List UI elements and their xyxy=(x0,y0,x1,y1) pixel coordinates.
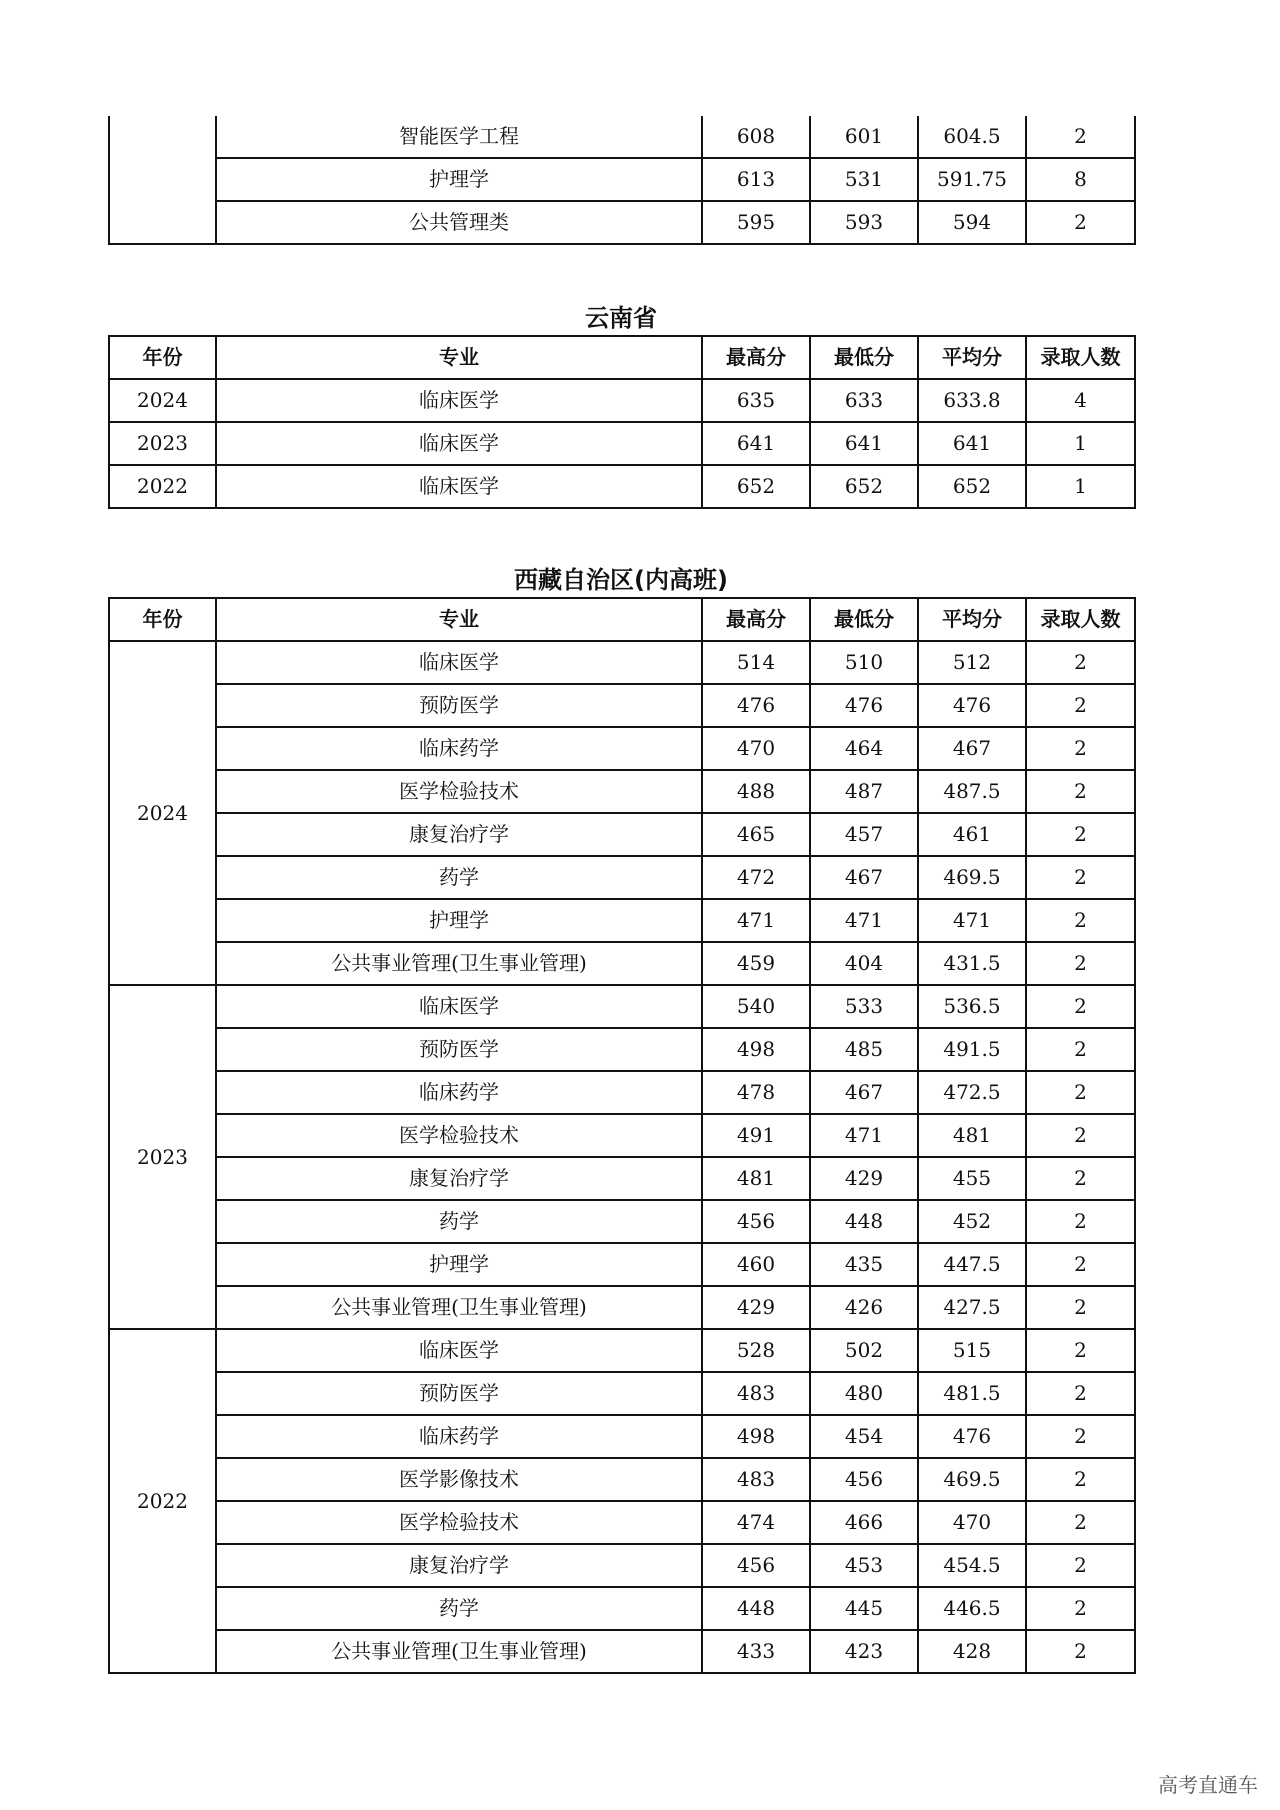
yunnan-table xyxy=(108,335,1136,509)
avg-score-cell: 454.5 xyxy=(918,1544,1026,1587)
min-score-cell: 593 xyxy=(810,201,918,244)
year-cell: 2024 xyxy=(109,379,216,422)
min-score-cell: 466 xyxy=(810,1501,918,1544)
major-cell: 药学 xyxy=(216,1587,702,1630)
max-score-cell: 488 xyxy=(702,770,810,813)
avg-score-cell: 491.5 xyxy=(918,1028,1026,1071)
max-score-cell: 491 xyxy=(702,1114,810,1157)
table-row xyxy=(109,1415,1135,1458)
table-row xyxy=(109,770,1135,813)
admitted-count-cell: 2 xyxy=(1026,942,1135,985)
continuation-body xyxy=(109,116,1135,244)
admitted-count-cell: 2 xyxy=(1026,813,1135,856)
admitted-count-cell: 2 xyxy=(1026,1157,1135,1200)
major-cell: 公共事业管理(卫生事业管理) xyxy=(216,1286,702,1329)
avg-score-cell: 455 xyxy=(918,1157,1026,1200)
admitted-count-cell: 2 xyxy=(1026,1544,1135,1587)
table-row xyxy=(109,1243,1135,1286)
min-score-cell: 487 xyxy=(810,770,918,813)
max-score-cell: 456 xyxy=(702,1544,810,1587)
avg-score-cell: 427.5 xyxy=(918,1286,1026,1329)
table-row xyxy=(109,1458,1135,1501)
max-score-cell: 456 xyxy=(702,1200,810,1243)
avg-score-cell: 591.75 xyxy=(918,158,1026,201)
min-score-cell: 423 xyxy=(810,1630,918,1673)
min-score-cell: 445 xyxy=(810,1587,918,1630)
header-row xyxy=(109,598,1135,641)
avg-score-cell: 515 xyxy=(918,1329,1026,1372)
table-row xyxy=(109,1544,1135,1587)
min-score-cell: 426 xyxy=(810,1286,918,1329)
avg-score-cell: 633.8 xyxy=(918,379,1026,422)
avg-score-cell: 470 xyxy=(918,1501,1026,1544)
admitted-count-cell: 2 xyxy=(1026,684,1135,727)
min-score-cell: 456 xyxy=(810,1458,918,1501)
admitted-count-cell: 2 xyxy=(1026,1587,1135,1630)
table-row xyxy=(109,465,1135,508)
max-score-cell: 459 xyxy=(702,942,810,985)
admitted-count-cell: 2 xyxy=(1026,116,1135,158)
max-score-cell: 433 xyxy=(702,1630,810,1673)
min-score-cell: 502 xyxy=(810,1329,918,1372)
max-score-cell: 474 xyxy=(702,1501,810,1544)
major-cell: 药学 xyxy=(216,856,702,899)
admitted-count-cell: 2 xyxy=(1026,1329,1135,1372)
max-score-cell: 478 xyxy=(702,1071,810,1114)
min-score-cell: 457 xyxy=(810,813,918,856)
min-score-cell: 471 xyxy=(810,1114,918,1157)
major-cell: 临床医学 xyxy=(216,641,702,684)
max-score-cell: 476 xyxy=(702,684,810,727)
min-score-cell: 467 xyxy=(810,1071,918,1114)
table-row xyxy=(109,1501,1135,1544)
max-score-cell: 514 xyxy=(702,641,810,684)
min-score-cell: 429 xyxy=(810,1157,918,1200)
max-score-cell: 635 xyxy=(702,379,810,422)
admitted-count-cell: 1 xyxy=(1026,422,1135,465)
avg-score-cell: 461 xyxy=(918,813,1026,856)
max-score-cell: 613 xyxy=(702,158,810,201)
table-row xyxy=(109,1587,1135,1630)
min-score-cell: 454 xyxy=(810,1415,918,1458)
table-row xyxy=(109,985,1135,1028)
avg-score-cell: 536.5 xyxy=(918,985,1026,1028)
admitted-count-cell: 2 xyxy=(1026,727,1135,770)
major-cell: 临床医学 xyxy=(216,1329,702,1372)
admitted-count-cell: 2 xyxy=(1026,1028,1135,1071)
min-score-cell: 633 xyxy=(810,379,918,422)
major-cell: 医学检验技术 xyxy=(216,770,702,813)
avg-score-cell: 652 xyxy=(918,465,1026,508)
min-score-cell: 485 xyxy=(810,1028,918,1071)
year-cell xyxy=(109,116,216,244)
max-score-cell: 465 xyxy=(702,813,810,856)
admitted-count-cell: 2 xyxy=(1026,1286,1135,1329)
major-cell: 临床药学 xyxy=(216,1415,702,1458)
admitted-count-cell: 4 xyxy=(1026,379,1135,422)
major-cell: 公共事业管理(卫生事业管理) xyxy=(216,1630,702,1673)
admitted-count-cell: 2 xyxy=(1026,1501,1135,1544)
major-cell: 护理学 xyxy=(216,1243,702,1286)
table-row xyxy=(109,1028,1135,1071)
major-cell: 临床药学 xyxy=(216,1071,702,1114)
year-cell: 2023 xyxy=(109,422,216,465)
major-cell: 康复治疗学 xyxy=(216,813,702,856)
header-year: 年份 xyxy=(109,598,216,641)
avg-score-cell: 594 xyxy=(918,201,1026,244)
table-row xyxy=(109,379,1135,422)
min-score-cell: 435 xyxy=(810,1243,918,1286)
admitted-count-cell: 2 xyxy=(1026,1071,1135,1114)
min-score-cell: 453 xyxy=(810,1544,918,1587)
avg-score-cell: 447.5 xyxy=(918,1243,1026,1286)
admitted-count-cell: 2 xyxy=(1026,1243,1135,1286)
avg-score-cell: 481 xyxy=(918,1114,1026,1157)
min-score-cell: 464 xyxy=(810,727,918,770)
watermark: 高考直通车 xyxy=(1158,1773,1258,1797)
min-score-cell: 467 xyxy=(810,856,918,899)
year-cell: 2024 xyxy=(109,641,216,985)
max-score-cell: 498 xyxy=(702,1028,810,1071)
header-count: 录取人数 xyxy=(1026,598,1135,641)
avg-score-cell: 428 xyxy=(918,1630,1026,1673)
avg-score-cell: 641 xyxy=(918,422,1026,465)
min-score-cell: 510 xyxy=(810,641,918,684)
max-score-cell: 528 xyxy=(702,1329,810,1372)
admitted-count-cell: 2 xyxy=(1026,1372,1135,1415)
table-row xyxy=(109,1630,1135,1673)
admitted-count-cell: 2 xyxy=(1026,1200,1135,1243)
tibet-body xyxy=(109,641,1135,1673)
avg-score-cell: 604.5 xyxy=(918,116,1026,158)
table-row xyxy=(109,422,1135,465)
admitted-count-cell: 1 xyxy=(1026,465,1135,508)
header-max: 最高分 xyxy=(702,598,810,641)
max-score-cell: 448 xyxy=(702,1587,810,1630)
year-cell: 2022 xyxy=(109,465,216,508)
header-max: 最高分 xyxy=(702,336,810,379)
major-cell: 临床医学 xyxy=(216,422,702,465)
max-score-cell: 472 xyxy=(702,856,810,899)
year-cell: 2022 xyxy=(109,1329,216,1673)
table-row xyxy=(109,641,1135,684)
avg-score-cell: 476 xyxy=(918,1415,1026,1458)
avg-score-cell: 431.5 xyxy=(918,942,1026,985)
major-cell: 智能医学工程 xyxy=(216,116,702,158)
admitted-count-cell: 2 xyxy=(1026,770,1135,813)
major-cell: 护理学 xyxy=(216,899,702,942)
table-row xyxy=(109,899,1135,942)
header-min: 最低分 xyxy=(810,598,918,641)
avg-score-cell: 472.5 xyxy=(918,1071,1026,1114)
major-cell: 医学检验技术 xyxy=(216,1114,702,1157)
admitted-count-cell: 2 xyxy=(1026,641,1135,684)
table-row xyxy=(109,684,1135,727)
avg-score-cell: 471 xyxy=(918,899,1026,942)
min-score-cell: 601 xyxy=(810,116,918,158)
min-score-cell: 480 xyxy=(810,1372,918,1415)
table-row xyxy=(109,1157,1135,1200)
header-year: 年份 xyxy=(109,336,216,379)
admitted-count-cell: 2 xyxy=(1026,1630,1135,1673)
header-major: 专业 xyxy=(216,598,702,641)
admitted-count-cell: 2 xyxy=(1026,985,1135,1028)
header-row xyxy=(109,336,1135,379)
avg-score-cell: 469.5 xyxy=(918,856,1026,899)
max-score-cell: 481 xyxy=(702,1157,810,1200)
avg-score-cell: 452 xyxy=(918,1200,1026,1243)
max-score-cell: 595 xyxy=(702,201,810,244)
table-row xyxy=(109,1200,1135,1243)
max-score-cell: 540 xyxy=(702,985,810,1028)
table-row xyxy=(109,116,1135,158)
admitted-count-cell: 2 xyxy=(1026,201,1135,244)
min-score-cell: 641 xyxy=(810,422,918,465)
major-cell: 临床药学 xyxy=(216,727,702,770)
avg-score-cell: 476 xyxy=(918,684,1026,727)
min-score-cell: 531 xyxy=(810,158,918,201)
max-score-cell: 470 xyxy=(702,727,810,770)
max-score-cell: 498 xyxy=(702,1415,810,1458)
admitted-count-cell: 2 xyxy=(1026,1458,1135,1501)
admitted-count-cell: 2 xyxy=(1026,1415,1135,1458)
yunnan-title: 云南省 xyxy=(585,304,657,332)
min-score-cell: 652 xyxy=(810,465,918,508)
table-row xyxy=(109,1372,1135,1415)
table-row xyxy=(109,942,1135,985)
major-cell: 药学 xyxy=(216,1200,702,1243)
min-score-cell: 476 xyxy=(810,684,918,727)
tibet-title: 西藏自治区(内高班) xyxy=(514,566,728,594)
major-cell: 护理学 xyxy=(216,158,702,201)
avg-score-cell: 446.5 xyxy=(918,1587,1026,1630)
admitted-count-cell: 2 xyxy=(1026,1114,1135,1157)
max-score-cell: 483 xyxy=(702,1372,810,1415)
major-cell: 预防医学 xyxy=(216,1028,702,1071)
max-score-cell: 608 xyxy=(702,116,810,158)
major-cell: 公共管理类 xyxy=(216,201,702,244)
admitted-count-cell: 2 xyxy=(1026,856,1135,899)
major-cell: 预防医学 xyxy=(216,684,702,727)
tibet-table xyxy=(108,597,1136,1674)
yunnan-body xyxy=(109,379,1135,508)
max-score-cell: 471 xyxy=(702,899,810,942)
min-score-cell: 448 xyxy=(810,1200,918,1243)
major-cell: 康复治疗学 xyxy=(216,1544,702,1587)
table-row xyxy=(109,1114,1135,1157)
admitted-count-cell: 8 xyxy=(1026,158,1135,201)
table-row xyxy=(109,1286,1135,1329)
min-score-cell: 471 xyxy=(810,899,918,942)
major-cell: 预防医学 xyxy=(216,1372,702,1415)
major-cell: 临床医学 xyxy=(216,985,702,1028)
header-major: 专业 xyxy=(216,336,702,379)
avg-score-cell: 481.5 xyxy=(918,1372,1026,1415)
max-score-cell: 429 xyxy=(702,1286,810,1329)
max-score-cell: 460 xyxy=(702,1243,810,1286)
table-row xyxy=(109,856,1135,899)
header-avg: 平均分 xyxy=(918,336,1026,379)
header-min: 最低分 xyxy=(810,336,918,379)
admitted-count-cell: 2 xyxy=(1026,899,1135,942)
major-cell: 医学检验技术 xyxy=(216,1501,702,1544)
major-cell: 医学影像技术 xyxy=(216,1458,702,1501)
year-cell: 2023 xyxy=(109,985,216,1329)
major-cell: 康复治疗学 xyxy=(216,1157,702,1200)
continuation-table xyxy=(108,116,1136,245)
table-row xyxy=(109,1071,1135,1114)
min-score-cell: 404 xyxy=(810,942,918,985)
major-cell: 临床医学 xyxy=(216,379,702,422)
table-row xyxy=(109,813,1135,856)
avg-score-cell: 487.5 xyxy=(918,770,1026,813)
table-row xyxy=(109,1329,1135,1372)
avg-score-cell: 467 xyxy=(918,727,1026,770)
min-score-cell: 533 xyxy=(810,985,918,1028)
major-cell: 临床医学 xyxy=(216,465,702,508)
avg-score-cell: 512 xyxy=(918,641,1026,684)
max-score-cell: 641 xyxy=(702,422,810,465)
table-row xyxy=(109,158,1135,201)
table-row xyxy=(109,727,1135,770)
avg-score-cell: 469.5 xyxy=(918,1458,1026,1501)
header-count: 录取人数 xyxy=(1026,336,1135,379)
table-row xyxy=(109,201,1135,244)
header-avg: 平均分 xyxy=(918,598,1026,641)
max-score-cell: 483 xyxy=(702,1458,810,1501)
major-cell: 公共事业管理(卫生事业管理) xyxy=(216,942,702,985)
max-score-cell: 652 xyxy=(702,465,810,508)
